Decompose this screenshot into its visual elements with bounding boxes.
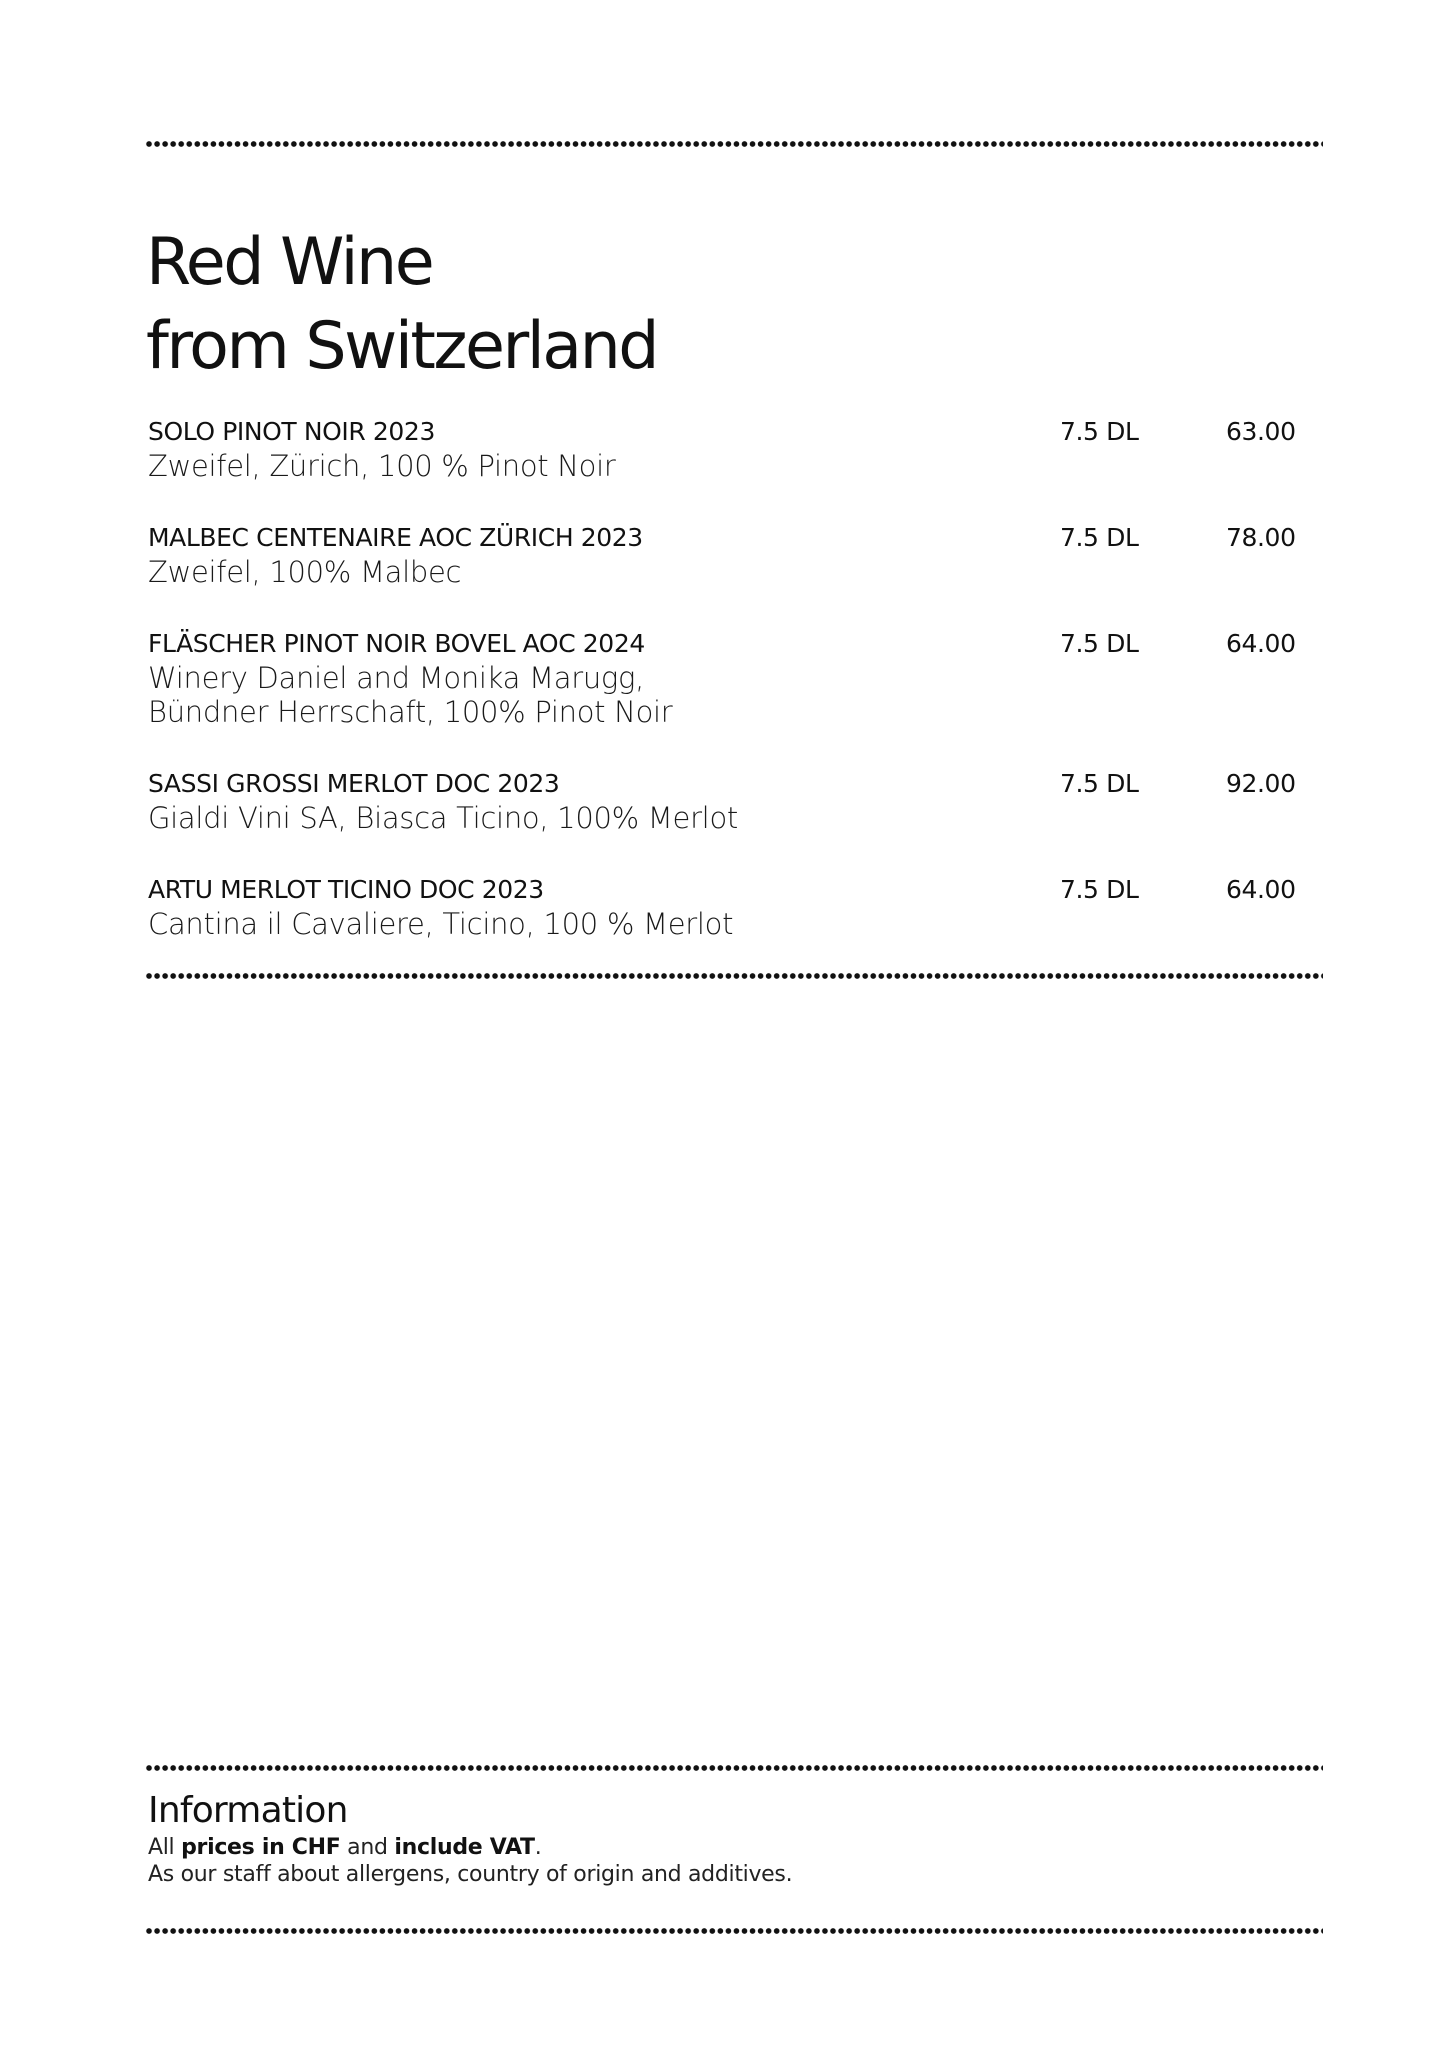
wine-description-line: Gialdi Vini SA, Biasca Ticino, 100% Merlot: [148, 801, 738, 835]
wine-name: SOLO PINOT NOIR 2023: [148, 417, 435, 446]
wine-price: 78.00: [1226, 523, 1296, 552]
wine-list: [148, 415, 1298, 979]
wine-price: 64.00: [1226, 629, 1296, 658]
wine-bottle-size: 7.5 DL: [1060, 417, 1139, 446]
dotted-divider-top: [145, 141, 1323, 147]
wine-price: 92.00: [1226, 769, 1296, 798]
wine-description-line: Winery Daniel and Monika Marugg,: [148, 661, 645, 695]
wine-price: 64.00: [1226, 875, 1296, 904]
wine-item: [148, 627, 1298, 729]
wine-description: [148, 555, 1298, 589]
wine-description: [148, 661, 1298, 729]
wine-bottle-size: 7.5 DL: [1060, 523, 1139, 552]
wine-item: [148, 767, 1298, 835]
wine-description: [148, 449, 1298, 483]
dotted-divider-list-end: [145, 973, 1323, 979]
wine-name: ARTU MERLOT TICINO DOC 2023: [148, 875, 544, 904]
information-section: [148, 1788, 792, 1888]
page-title: [146, 221, 657, 389]
wine-bottle-size: 7.5 DL: [1060, 875, 1139, 904]
info-text: and: [340, 1835, 395, 1860]
wine-bottle-size: 7.5 DL: [1060, 769, 1139, 798]
information-allergen-note: As our staff about allergens, country of origin and additives.: [148, 1862, 793, 1887]
wine-description: [148, 801, 1298, 835]
wine-bottle-size: 7.5 DL: [1060, 629, 1139, 658]
wine-description: [148, 907, 1298, 941]
info-text-bold: prices in CHF: [181, 1835, 341, 1860]
info-text-bold: include VAT: [394, 1835, 535, 1860]
dotted-divider-info-top: [145, 1765, 1323, 1771]
wine-price: 63.00: [1226, 417, 1296, 446]
wine-item: [148, 873, 1298, 941]
wine-description-line: Cantina il Cavaliere, Ticino, 100 % Merlot: [148, 907, 734, 941]
wine-description-line: Zweifel, Zürich, 100 % Pinot Noir: [148, 449, 616, 483]
dotted-divider-bottom: [145, 1928, 1323, 1934]
wine-item: [148, 521, 1298, 589]
information-vat-note: [148, 1834, 792, 1861]
wine-name: MALBEC CENTENAIRE AOC ZÜRICH 2023: [148, 523, 643, 552]
page-title-line-1: Red Wine: [146, 225, 433, 300]
wine-name: SASSI GROSSI MERLOT DOC 2023: [148, 769, 560, 798]
page-title-line-2: from Switzerland: [146, 309, 658, 384]
wine-name: FLÄSCHER PINOT NOIR BOVEL AOC 2024: [148, 629, 645, 658]
info-text: .: [534, 1835, 542, 1860]
wine-description-line: Zweifel, 100% Malbec: [148, 555, 462, 589]
wine-description-line: Bündner Herrschaft, 100% Pinot Noir: [148, 695, 673, 729]
info-text: All: [148, 1835, 182, 1860]
information-title: Information: [148, 1790, 348, 1831]
wine-item: [148, 415, 1298, 483]
